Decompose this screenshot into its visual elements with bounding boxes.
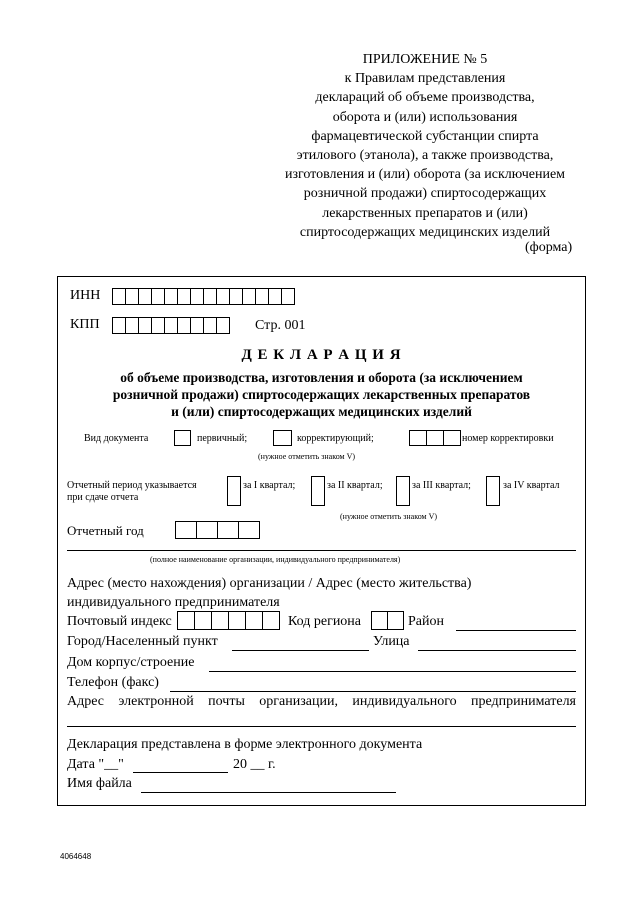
page-number: Стр. 001 (255, 318, 306, 333)
doc-type-label: Вид документа (84, 433, 149, 444)
quarter-1-checkbox[interactable] (227, 476, 241, 506)
phone-label: Телефон (факс) (67, 675, 159, 690)
doc-correcting-label: корректирующий; (297, 433, 374, 444)
district-line[interactable] (456, 630, 576, 631)
header-line: этилового (этанола), а также производства, (296, 148, 554, 164)
period-label-2: при сдаче отчета (67, 492, 139, 503)
kpp-cells[interactable] (112, 317, 229, 334)
org-name-note: (полное наименование организации, индивидуального предпринимателя) (150, 555, 401, 564)
electronic-doc-label: Декларация представлена в форме электронного документа (67, 737, 423, 752)
correction-number-cells[interactable] (409, 430, 460, 446)
period-label: Отчетный период указывается (67, 480, 197, 491)
date-month-line[interactable] (133, 772, 228, 773)
subtitle-line: об объеме производства, изготовления и оборота (за исключением (120, 370, 523, 385)
quarter-1-label: за I квартал; (243, 480, 296, 491)
quarter-3-label: за III квартал; (412, 480, 471, 491)
header-line: оборота и (или) использования (332, 109, 518, 125)
header-line: спиртосодержащих медицинских изделий (299, 224, 551, 240)
file-name-line[interactable] (141, 792, 396, 793)
quarter-4-checkbox[interactable] (486, 476, 500, 506)
form-label: (форма) (525, 240, 573, 255)
date-label: Дата "__" (67, 757, 124, 772)
date-year: 20 __ г. (233, 757, 276, 772)
year-label: Отчетный год (67, 523, 144, 538)
house-label: Дом корпус/строение (67, 655, 195, 670)
inn-cells[interactable] (112, 288, 294, 305)
address-label-2: индивидуального предпринимателя (67, 595, 280, 610)
declaration-title: Д Е К Л А Р А Ц И Я (241, 347, 402, 363)
subtitle-line: и (или) спиртосодержащих медицинских изделий (171, 404, 472, 419)
header-line: лекарственных препаратов и (или) (322, 205, 528, 221)
doc-primary-checkbox[interactable] (174, 430, 191, 446)
mark-note: (нужное отметить знаком V) (340, 512, 438, 521)
email-line[interactable] (67, 726, 576, 727)
header-line: изготовления и (или) оборота (за исключением (284, 167, 566, 183)
address-label: Адрес (место нахождения) организации / Адрес (место жительства) (67, 576, 472, 591)
street-line[interactable] (418, 650, 576, 651)
inn-label: ИНН (70, 288, 101, 303)
quarter-2-checkbox[interactable] (311, 476, 325, 506)
quarter-4-label: за IV квартал (503, 480, 560, 491)
postal-index-cells[interactable] (177, 611, 279, 630)
appendix-header (270, 50, 580, 242)
district-label: Район (408, 614, 444, 629)
header-line: деклараций об объеме производства, (315, 90, 535, 106)
header-line: к Правилам представления (344, 71, 506, 87)
header-line: розничной продажи) спиртосодержащих (303, 186, 547, 202)
region-code-cells[interactable] (371, 611, 403, 630)
appendix-title: ПРИЛОЖЕНИЕ № 5 (362, 52, 488, 67)
header-line: фармацевтической субстанции спирта (311, 128, 539, 144)
file-name-label: Имя файла (67, 776, 132, 791)
city-line[interactable] (232, 650, 369, 651)
postal-index-label: Почтовый индекс (67, 614, 172, 629)
document-number: 4064648 (60, 852, 92, 861)
house-line[interactable] (209, 671, 576, 672)
quarter-2-label: за II квартал; (327, 480, 383, 491)
org-name-line[interactable] (67, 550, 576, 551)
correction-number-label: номер корректировки (462, 433, 554, 444)
year-cells[interactable] (175, 521, 259, 539)
doc-correcting-checkbox[interactable] (273, 430, 292, 446)
region-code-label: Код региона (288, 614, 362, 629)
phone-line[interactable] (170, 691, 576, 692)
doc-primary-label: первичный; (197, 433, 248, 444)
subtitle-line: розничной продажи) спиртосодержащих лекарственных препаратов (112, 387, 531, 402)
email-label: Адрес электронной почты организации, индивидуального предпринимателя (67, 694, 576, 709)
quarter-3-checkbox[interactable] (396, 476, 410, 506)
street-label: Улица (373, 634, 410, 649)
declaration-subtitle (57, 369, 586, 420)
city-label: Город/Населенный пункт (67, 634, 218, 649)
kpp-label: КПП (70, 317, 100, 332)
mark-note: (нужное отметить знаком V) (258, 452, 356, 461)
